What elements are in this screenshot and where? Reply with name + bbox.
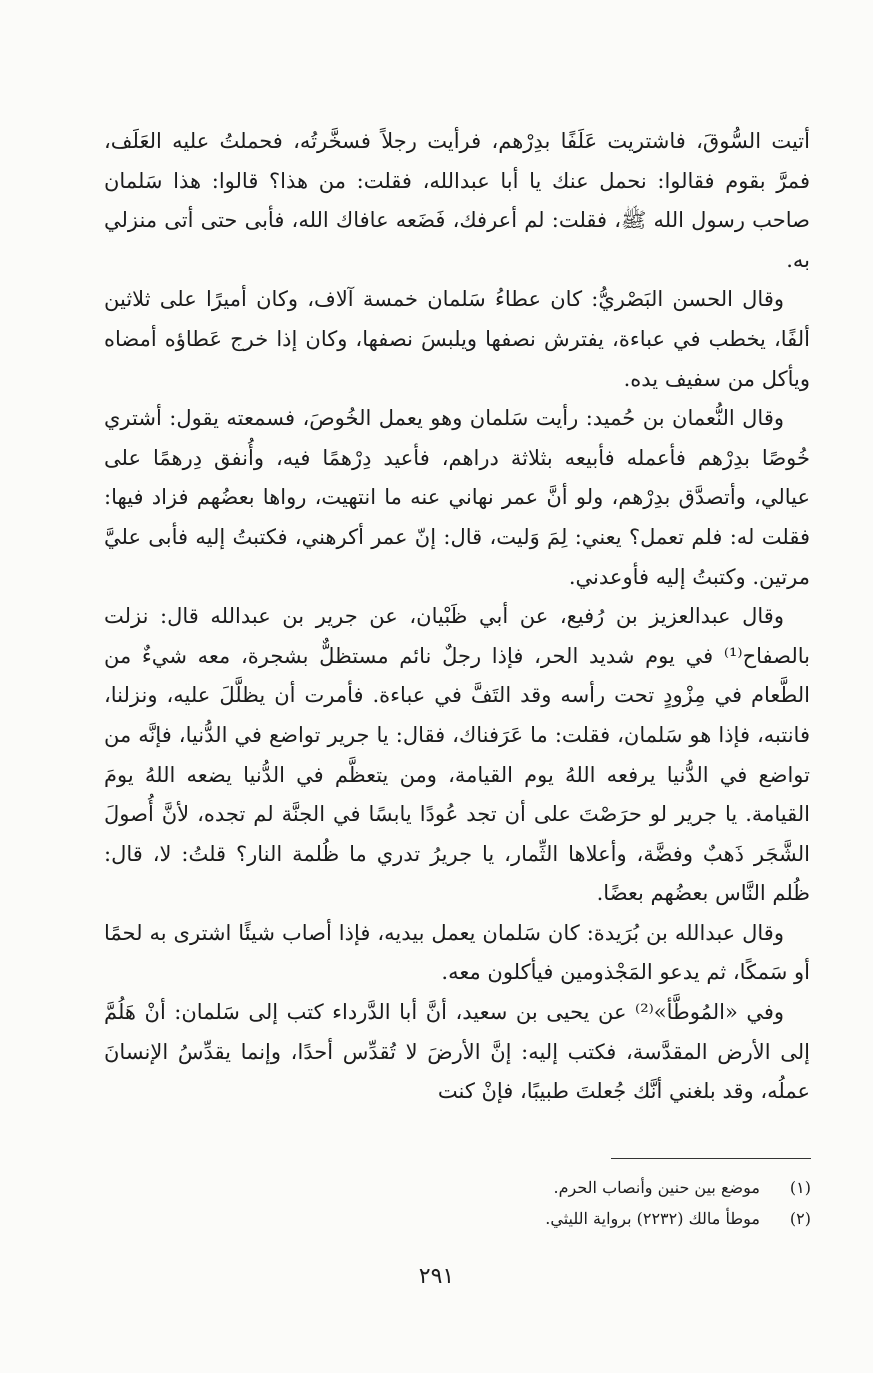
footnote-divider	[611, 1158, 811, 1159]
main-text	[104, 122, 810, 1112]
paragraph-5: وقال عبدالله بن بُرَيدة: كان سَلمان يعمل بيديه، فإذا أصاب شيئًا اشترى به لحمًا أو سَمكًا، ثم يدعو المَجْذومين فيأكلون معه.	[104, 920, 810, 985]
footnotes	[111, 1172, 811, 1234]
page-number: ٢٩١	[418, 1264, 455, 1289]
footnote-text: موضع بين حنين وأنصاب الحرم.	[553, 1178, 760, 1197]
footnote-2	[111, 1203, 811, 1234]
paragraph-2: وقال الحسن البَصْريُّ: كان عطاءُ سَلمان خمسة آلاف، وكان أميرًا على ثلاثين ألفًا، يخطب في عباءة، يفترش نصفها ويلبسَ نصفها، وكان إذا خرج عَطاؤه أمضاه ويأكل من سفيف يده.	[104, 287, 810, 391]
paragraph-3: وقال النُّعمان بن حُميد: رأيت سَلمان وهو يعمل الخُوصَ، فسمعته يقول: أشتري خُوصًا بدِرْهم فأعمله فأبيعه بثلاثة دراهم، فأعيد دِرْهمًا فيه، وأُنفق دِرهمًا على عيالي، وأتصدَّق بدِرْهم، ولو أنَّ عمر نهاني عنه ما انتهيت، رواها بعضُهم فزاد فيها: فقلت له: فلم تعمل؟ يعني: لِمَ وَليت، قال: إنّ عمر أكرهني، فكتبتُ إليه فأبى عليَّ مرتين. وكتبتُ إليه فأوعدني.	[104, 406, 810, 589]
footnote-number: (٢)	[789, 1209, 811, 1228]
footnote-text: موطأ مالك (٢٢٣٢) برواية الليثي.	[545, 1209, 760, 1228]
paragraph-4: وقال عبدالعزيز بن رُفيع، عن أبي ظَبْيان، عن جرير بن عبدالله قال: نزلت بالصفاح⁽¹⁾ في يوم شديد الحر، فإذا رجلٌ نائم مستظلٌّ بشجرة، معه شيءٌ من الطَّعام في مِزْودٍ تحت رأسه وقد التَفَّ في عباءة. فأمرت أن يظلَّلَ عليه، ونزلنا، فانتبه، فإذا هو سَلمان، فقلت: ما عَرَفناك، فقال: يا جرير تواضع في الدُّنيا، فإنَّه من تواضع في الدُّنيا يرفعه اللهُ يوم القيامة، ومن يتعظَّم في الدُّنيا يضعه اللهُ يومَ القيامة. يا جرير لو حرَصْتَ على أن تجد عُودًا يابسًا في الجنَّة لم تجده، لأنَّ أُصولَ الشَّجَر ذَهبٌ وفضَّة، وأعلاها الثِّمار، يا جريرُ تدري ما ظُلمة النار؟ قلتُ: لا، قال: ظُلم النَّاس بعضُهم بعضًا.	[104, 604, 810, 906]
paragraph-1: أتيت السُّوقَ، فاشتريت عَلَفًا بدِرْهم، فرأيت رجلاً فسخَّرتُه، فحملتُ عليه العَلَف، فمرَّ بقوم فقالوا: نحمل عنك يا أبا عبدالله، فقلت: من هذا؟ قالوا: هذا سَلمان صاحب رسول الله ﷺ، فقلت: لم أعرفك، فَضَعه عافاك الله، فأبى حتى أتى منزلي به.	[104, 129, 810, 272]
footnote-1	[111, 1172, 811, 1203]
paragraph-6: وفي «المُوطَّأ»⁽²⁾ عن يحيى بن سعيد، أنَّ أبا الدَّرداء كتب إلى سَلمان: أنْ هَلُمَّ إلى الأرض المقدَّسة، فكتب إليه: إنَّ الأرضَ لا تُقدِّس أحدًا، وإنما يقدِّسُ الإنسانَ عملُه، وقد بلغني أنَّك جُعلتَ طبيبًا، فإنْ كنت	[104, 1000, 810, 1104]
footnote-number: (١)	[789, 1178, 811, 1197]
